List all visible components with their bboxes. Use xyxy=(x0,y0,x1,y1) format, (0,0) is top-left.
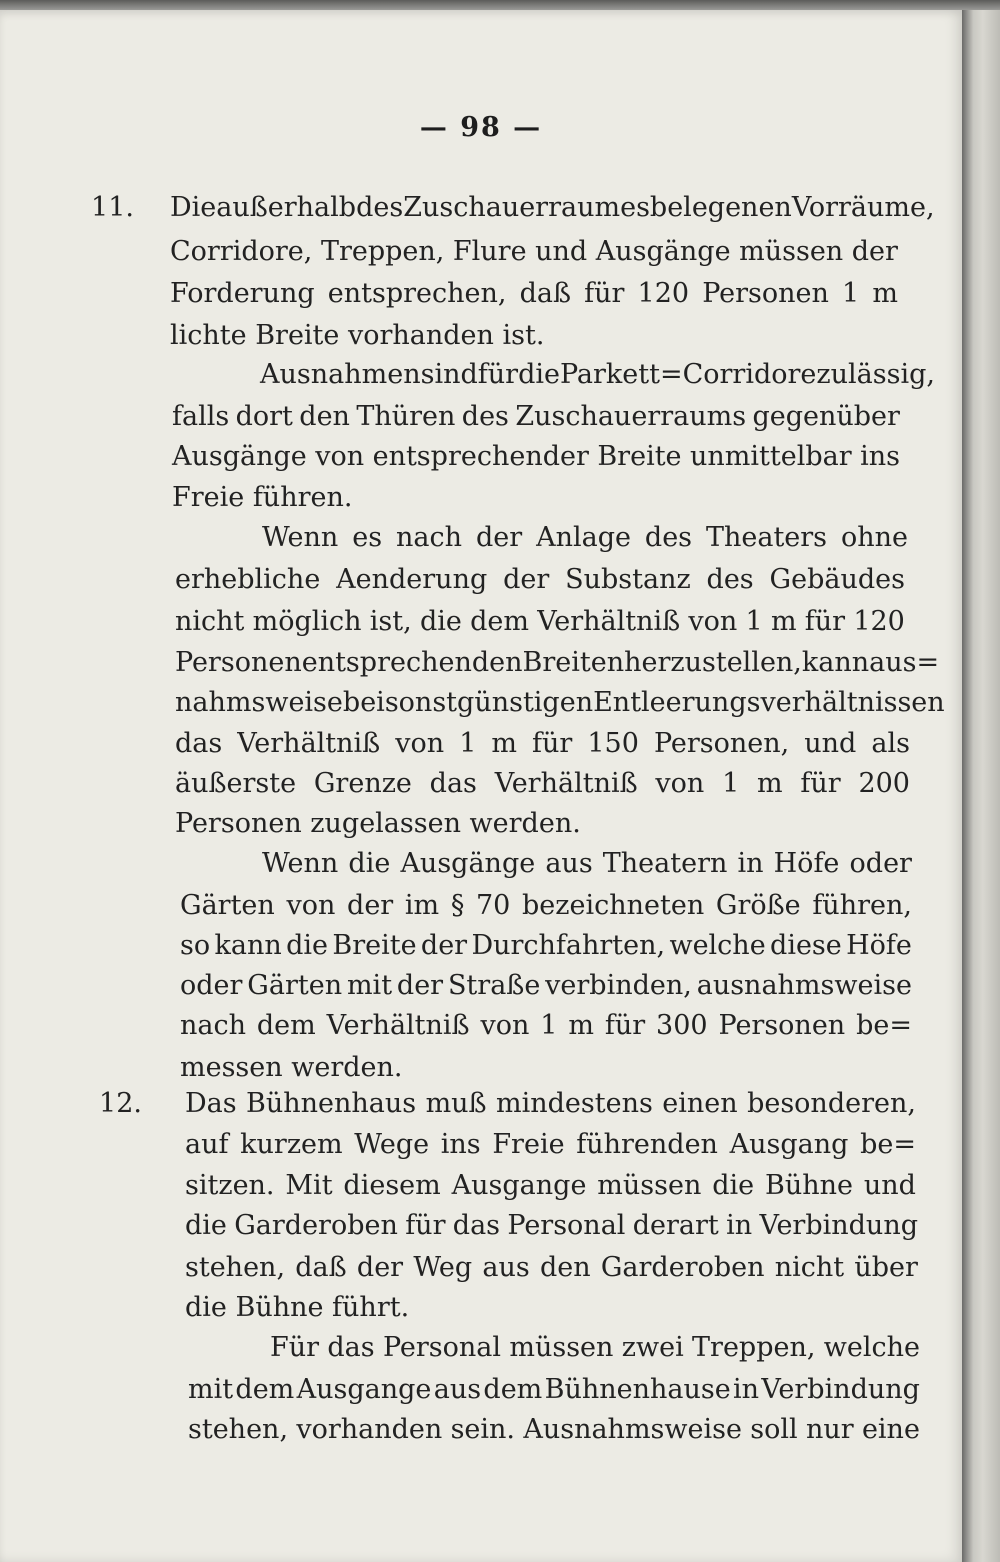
text-line: oder Gärten mit der Straße verbinden, ausnahmsweise xyxy=(180,970,912,1001)
text-line: nahmsweise bei sonst günstigen Entleerungsverhältnissen xyxy=(175,687,945,718)
text-line: Gärten von der im § 70 bezeichneten Größe führen, xyxy=(180,890,912,921)
text-line: sitzen. Mit diesem Ausgange müssen die Bühne und xyxy=(185,1170,916,1201)
section-number: 11. xyxy=(91,192,134,223)
text-line: Freie führen. xyxy=(172,482,353,513)
text-line: Ausgänge von entsprechender Breite unmittelbar ins xyxy=(172,441,900,472)
section-number: 12. xyxy=(99,1088,142,1119)
text-line: Wenn die Ausgänge aus Theatern in Höfe oder xyxy=(262,848,912,879)
text-line: falls dort den Thüren des Zuschauerraums gegenüber xyxy=(172,401,900,432)
text-line: erhebliche Aenderung der Substanz des Gebäudes xyxy=(175,564,905,595)
text-line: mit dem Ausgange aus dem Bühnenhause in Verbindung xyxy=(188,1374,920,1405)
book-spine-edge xyxy=(962,10,1000,1562)
text-line: messen werden. xyxy=(180,1052,403,1083)
text-line: die Bühne führt. xyxy=(185,1292,410,1323)
text-line: das Verhältniß von 1 m für 150 Personen, und als xyxy=(175,728,910,759)
text-line: nicht möglich ist, die dem Verhältniß von 1 m für 120 xyxy=(175,606,905,637)
text-line: stehen, vorhanden sein. Ausnahmsweise soll nur eine xyxy=(188,1414,920,1445)
text-line: Ausnahmen sind für die Parkett=Corridore zulässig, xyxy=(260,359,935,390)
text-line: Personen zugelassen werden. xyxy=(175,808,581,839)
text-line: Das Bühnenhaus muß mindestens einen besonderen, xyxy=(185,1088,916,1119)
text-line: lichte Breite vorhanden ist. xyxy=(170,320,545,351)
top-scan-edge xyxy=(0,0,1000,10)
page-number: — 98 — xyxy=(419,112,543,143)
text-line: Wenn es nach der Anlage des Theaters ohne xyxy=(262,522,908,553)
text-line: stehen, daß der Weg aus den Garderoben nicht über xyxy=(185,1252,918,1283)
text-line: auf kurzem Wege ins Freie führenden Ausgang be= xyxy=(185,1129,916,1160)
text-line: Die außerhalb des Zuschauerraumes belegenen Vorräume, xyxy=(170,192,935,223)
text-line: Für das Personal müssen zwei Treppen, welche xyxy=(270,1332,920,1363)
text-line: die Garderoben für das Personal derart in Verbindung xyxy=(185,1210,918,1241)
text-line: äußerste Grenze das Verhältniß von 1 m für 200 xyxy=(175,768,910,799)
text-line: Forderung entsprechen, daß für 120 Personen 1 m xyxy=(170,278,898,309)
text-line: so kann die Breite der Durchfahrten, welche diese Höfe xyxy=(180,930,912,961)
text-line: Corridore, Treppen, Flure und Ausgänge müssen der xyxy=(170,236,898,267)
text-line: Personen entsprechenden Breiten herzustellen, kann aus= xyxy=(175,647,940,678)
text-line: nach dem Verhältniß von 1 m für 300 Personen be= xyxy=(180,1010,912,1041)
